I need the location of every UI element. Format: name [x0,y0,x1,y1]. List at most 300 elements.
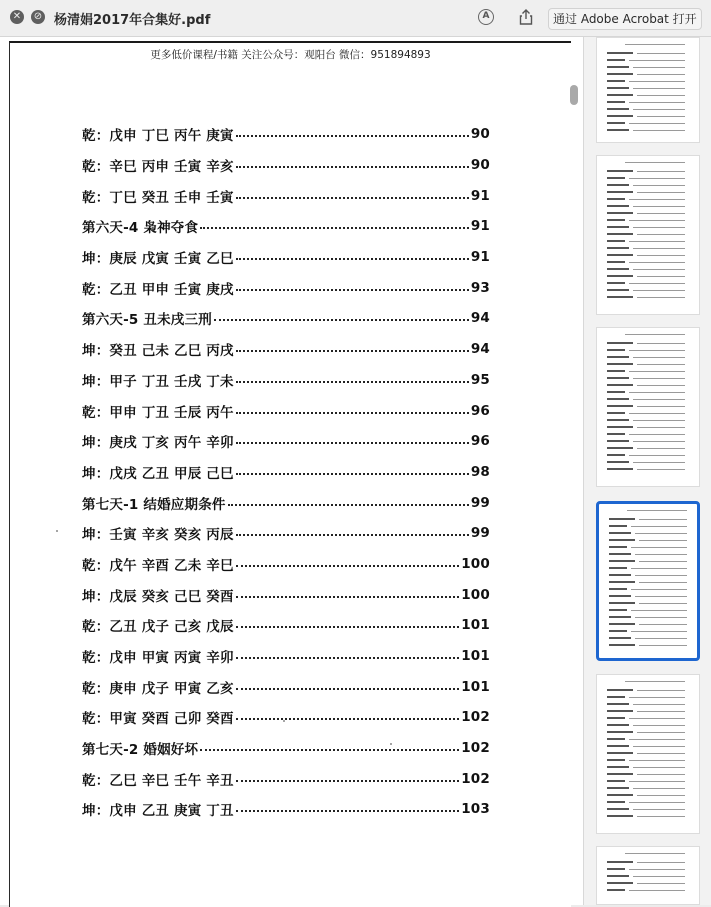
toc-entry[interactable] [82,119,490,150]
toc-entry[interactable] [82,334,490,365]
toc-leader-dots [236,780,460,782]
open-in-acrobat-button[interactable]: 通过 Adobe Acrobat 打开 [548,8,702,30]
thumbnail-line [625,853,685,854]
toc-entry-page: 94 [470,310,490,327]
toc-entry[interactable] [82,272,490,303]
toc-entry-label: 乾：甲寅 癸酉 己卯 癸酉 [82,711,234,728]
thumbnail-line [607,115,633,117]
thumbnail-line [609,546,627,548]
toc-entry[interactable] [82,457,490,488]
scan-speck [283,720,285,722]
thumbnail-line [607,52,633,54]
thumbnail-line [633,130,685,131]
close-icon[interactable]: ✕ [10,10,24,24]
thumbnail-line [633,88,685,89]
thumbnail-line [607,66,629,68]
thumbnail-line [633,441,685,442]
toc-leader-dots [236,596,460,598]
thumbnail-line [639,645,687,646]
toc-leader-dots [236,626,460,628]
thumbnail-line [637,364,685,365]
thumbnail-line [633,420,685,421]
thumbnail-line [609,539,635,541]
thumbnail-line [607,426,633,428]
thumbnail-line [633,357,685,358]
toc-leader-dots [236,657,460,659]
toc-entry[interactable] [82,702,490,733]
thumbnail-line [629,392,685,393]
thumbnail-line [607,703,629,705]
thumbnail-line [629,123,685,124]
page-thumbnail-selected[interactable] [596,501,700,661]
thumbnail-line [637,255,685,256]
toc-entry-page: 96 [470,433,490,450]
markup-icon[interactable]: A [478,9,494,25]
toc-entry-label: 坤：甲子 丁丑 壬戌 丁未 [82,373,234,390]
thumbnail-line [607,108,629,110]
thumbnail-line [607,233,633,235]
thumbnail-line [607,101,625,103]
toc-leader-dots [236,350,469,352]
thumbnail-line [607,377,629,379]
toc-leader-dots [236,718,460,720]
thumbnail-line [637,862,685,863]
thumbnail-line [607,815,633,817]
thumbnail-line [609,644,635,646]
thumbnail-line [607,184,629,186]
toc-entry[interactable] [82,365,490,396]
thumbnail-line [633,227,685,228]
thumbnail-line [609,560,635,562]
toc-leader-dots [200,749,459,751]
toc-entry[interactable] [82,549,490,580]
toc-entry[interactable] [82,303,490,334]
thumbnail-line [607,177,625,179]
thumbnail-line [637,448,685,449]
toc-entry[interactable] [82,641,490,672]
thumbnail-line [607,738,625,740]
toc-leader-dots [236,412,469,414]
toc-entry[interactable] [82,733,490,764]
table-of-contents [82,119,490,825]
toc-leader-dots [236,166,469,168]
toc-entry-page: 91 [470,249,490,266]
thumbnail-line [609,581,635,583]
toc-entry-label: 坤：庚辰 戊寅 壬寅 乙巳 [82,251,234,268]
toc-entry[interactable] [82,180,490,211]
thumbnail-line [629,413,685,414]
toc-leader-dots [236,289,469,291]
thumbnail-line [607,752,633,754]
scrollbar-thumb[interactable] [570,85,578,105]
thumbnail-line [639,603,687,604]
thumbnail-line [607,240,625,242]
thumbnail-line [639,540,687,541]
toc-leader-dots [236,442,469,444]
page-thumbnail[interactable] [596,155,700,315]
toc-entry-page: 95 [470,371,490,388]
toc-leader-dots [214,319,469,321]
toc-entry[interactable] [82,610,490,641]
thumbnail-line [607,468,633,470]
thumbnail-line [637,883,685,884]
thumbnail-line [607,261,625,263]
thumbnail-line [635,638,687,639]
toc-entry-label: 第七天-1 结婚应期条件 [82,496,226,513]
toc-entry-label: 坤：戊辰 癸亥 己巳 癸酉 [82,588,234,605]
thumbnail-sidebar [583,37,711,905]
thumbnail-line [629,350,685,351]
thumbnail-line [609,602,635,604]
thumbnail-line [607,254,633,256]
page-thumbnail[interactable] [596,327,700,487]
toc-entry[interactable] [82,794,490,825]
scan-speck [56,530,58,532]
document-view[interactable] [0,37,583,905]
thumbnail-line [607,696,625,698]
thumbnail-line [607,212,633,214]
toc-entry-label: 乾：乙丑 戊子 己亥 戊辰 [82,619,234,636]
thumbnail-line [637,469,685,470]
thumbnail-line [607,275,633,277]
title-bar [0,0,711,37]
thumbnail-line [637,53,685,54]
thumbnail-line [639,561,687,562]
thumbnail-line [633,248,685,249]
toc-entry-label: 坤：壬寅 辛亥 癸亥 丙辰 [82,527,234,544]
thumbnail-line [629,220,685,221]
thumbnail-line [637,343,685,344]
thumbnail-line [607,447,633,449]
thumbnail-line [607,433,625,435]
thumbnail-line [633,67,685,68]
toc-entry-page: 90 [470,126,490,143]
thumbnail-line [607,384,633,386]
thumbnail-line [633,269,685,270]
thumbnail-line [607,391,625,393]
thumbnail-line [633,462,685,463]
thumbnail-line [607,717,625,719]
thumbnail-line [607,219,625,221]
thumbnail-line [629,262,685,263]
toc-entry-label: 第六天-5 丑未戌三刑 [82,312,212,329]
thumbnail-line [609,532,631,534]
page-thumbnail[interactable] [596,37,700,143]
thumbnail-line [625,681,685,682]
sidebar-toggle-icon[interactable]: ⊘ [31,10,45,24]
toc-entry[interactable] [82,242,490,273]
toc-entry-label: 坤：庚戌 丁亥 丙午 辛卯 [82,435,234,452]
thumbnail-line [607,191,633,193]
thumbnail-line [607,122,625,124]
toc-entry-label: 乾：乙丑 甲申 壬寅 庚戌 [82,281,234,298]
thumbnail-line [633,206,685,207]
toc-entry-label: 坤：戊申 乙丑 庚寅 丁丑 [82,803,234,820]
toc-entry-label: 乾：丁巳 癸丑 壬申 壬寅 [82,189,234,206]
thumbnail-line [629,60,685,61]
thumbnail-line [607,349,625,351]
thumbnail-line [607,282,625,284]
page-thumbnail[interactable] [596,674,700,834]
thumbnail-line [607,205,629,207]
page-thumbnail[interactable] [596,846,700,905]
thumbnail-line [607,226,629,228]
thumbnail-line [609,609,627,611]
toc-entry-page: 94 [470,341,490,358]
thumbnail-line [631,589,687,590]
thumbnail-line [607,773,633,775]
thumbnail-line [637,711,685,712]
toc-entry-label: 乾：庚申 戊子 甲寅 乙亥 [82,680,234,697]
thumbnail-line [607,461,629,463]
thumbnail-line [637,732,685,733]
toc-leader-dots [200,227,469,229]
thumbnail-line [609,574,631,576]
thumbnail-line [639,519,687,520]
thumbnail-line [637,171,685,172]
thumbnail-line [633,809,685,810]
thumbnail-line [607,170,633,172]
thumbnail-line [635,575,687,576]
thumbnail-line [629,869,685,870]
thumbnail-line [609,595,631,597]
toc-entry-page: 91 [470,187,490,204]
thumbnail-line [607,724,629,726]
thumbnail-line [629,102,685,103]
thumbnail-line [609,553,631,555]
thumbnail-line [631,526,687,527]
thumbnail-line [631,610,687,611]
thumbnail-line [637,213,685,214]
thumbnail-line [639,624,687,625]
thumbnail-line [633,788,685,789]
thumbnail-line [633,876,685,877]
thumbnail-line [635,596,687,597]
thumbnail-line [633,185,685,186]
toc-leader-dots [236,810,460,812]
thumbnail-line [635,554,687,555]
toc-entry-page: 90 [470,157,490,174]
thumbnail-line [633,746,685,747]
pdf-page [9,41,571,907]
thumbnail-line [629,283,685,284]
thumbnail-line [607,73,633,75]
thumbnail-line [629,455,685,456]
thumbnail-line [607,745,629,747]
thumbnail-line [607,759,625,761]
thumbnail-line [607,289,629,291]
thumbnail-line [607,801,625,803]
thumbnail-line [633,704,685,705]
toc-entry-page: 102 [461,709,490,726]
thumbnail-line [607,882,633,884]
thumbnail-line [607,710,633,712]
thumbnail-line [607,247,629,249]
toc-entry-page: 100 [461,586,490,603]
toc-entry-label: 坤：癸丑 己未 乙巳 丙戌 [82,343,234,360]
thumbnail-line [633,290,685,291]
thumbnail-line [633,109,685,110]
thumbnail-line [607,405,633,407]
thumbnail-line [607,787,629,789]
thumbnail-line [629,697,685,698]
toc-entry-label: 乾：辛巳 丙申 壬寅 辛亥 [82,159,234,176]
toc-leader-dots [236,135,469,137]
toc-entry-label: 乾：戊申 甲寅 丙寅 辛卯 [82,650,234,667]
toc-entry[interactable] [82,211,490,242]
thumbnail-line [625,162,685,163]
thumbnail-line [637,192,685,193]
thumbnail-line [625,334,685,335]
thumbnail-line [629,739,685,740]
thumbnail-line [607,80,625,82]
thumbnail-line [629,890,685,891]
share-icon[interactable] [517,8,535,26]
thumbnail-line [627,510,687,511]
thumbnail-line [633,725,685,726]
thumbnail-line [607,198,625,200]
page-header: 更多低价课程/书籍 关注公众号：观阳台 微信：951894893 [150,49,431,61]
thumbnail-line [607,356,629,358]
thumbnail-line [607,780,625,782]
thumbnail-line [633,399,685,400]
thumbnail-line [633,378,685,379]
thumbnail-line [635,617,687,618]
toc-leader-dots [236,258,469,260]
toc-leader-dots [236,473,469,475]
thumbnail-line [607,419,629,421]
toc-entry[interactable] [82,395,490,426]
thumbnail-line [637,816,685,817]
toc-entry-page: 100 [461,555,490,572]
thumbnail-line [631,631,687,632]
thumbnail-line [637,234,685,235]
toc-entry[interactable] [82,763,490,794]
thumbnail-line [629,781,685,782]
toc-entry-page: 101 [461,648,490,665]
toc-entry-label: 第六天-4 枭神夺食 [82,220,199,237]
thumbnail-line [607,412,625,414]
toc-entry[interactable] [82,671,490,702]
window-title: 杨清娟2017年合集好.pdf [54,13,211,28]
thumbnail-line [607,861,633,863]
thumbnail-line [637,116,685,117]
thumbnail-line [629,199,685,200]
thumbnail-line [637,406,685,407]
toc-entry-page: 91 [470,218,490,235]
thumbnail-line [607,868,625,870]
thumbnail-line [609,637,631,639]
thumbnail-line [609,623,635,625]
thumbnail-line [609,518,635,520]
thumbnail-line [629,371,685,372]
thumbnail-line [629,434,685,435]
toc-entry-page: 102 [461,740,490,757]
thumbnail-line [625,44,685,45]
toc-entry-label: 乾：甲申 丁丑 壬辰 丙午 [82,404,234,421]
thumbnail-line [607,87,629,89]
toc-entry-page: 99 [470,525,490,542]
toc-entry-label: 乾：戊午 辛酉 乙未 辛巳 [82,557,234,574]
thumbnail-line [631,547,687,548]
thumbnail-line [637,297,685,298]
thumbnail-line [637,774,685,775]
thumbnail-line [607,363,633,365]
toc-entry[interactable] [82,150,490,181]
thumbnail-line [635,533,687,534]
toc-entry-page: 99 [470,494,490,511]
thumbnail-line [629,241,685,242]
toc-entry-page: 101 [461,678,490,695]
toc-entry-page: 101 [461,617,490,634]
thumbnail-line [637,690,685,691]
toc-entry[interactable] [82,426,490,457]
toc-entry-label: 乾：戊申 丁巳 丙午 庚寅 [82,128,234,145]
toc-entry[interactable] [82,579,490,610]
thumbnail-line [607,794,633,796]
thumbnail-line [607,268,629,270]
toc-leader-dots [236,197,469,199]
toc-entry-page: 102 [461,770,490,787]
thumbnail-line [609,588,627,590]
thumbnail-line [637,385,685,386]
toc-entry-label: 坤：戊戌 乙丑 甲辰 己巳 [82,465,234,482]
thumbnail-line [607,875,629,877]
toc-entry-label: 第七天-2 婚姻好坏 [82,742,199,759]
thumbnail-line [609,525,627,527]
thumbnail-line [607,889,625,891]
thumbnail-line [633,767,685,768]
thumbnail-line [607,342,633,344]
thumbnail-line [629,718,685,719]
scan-speck [390,743,392,745]
thumbnail-line [607,766,629,768]
toc-leader-dots [236,381,469,383]
toc-entry[interactable] [82,487,490,518]
thumbnail-line [607,440,629,442]
thumbnail-line [637,276,685,277]
thumbnail-line [607,129,629,131]
toc-entry-label: 乾：乙巳 辛巳 壬午 辛丑 [82,772,234,789]
thumbnail-line [629,802,685,803]
thumbnail-line [609,616,631,618]
thumbnail-line [607,689,633,691]
thumbnail-line [607,398,629,400]
thumbnail-line [607,731,633,733]
thumbnail-line [639,582,687,583]
thumbnail-line [607,296,633,298]
thumbnail-line [609,630,627,632]
thumbnail-line [629,178,685,179]
toc-leader-dots [236,534,469,536]
thumbnail-line [637,427,685,428]
thumbnail-line [637,74,685,75]
thumbnail-line [637,795,685,796]
thumbnail-line [607,94,633,96]
toc-leader-dots [228,504,469,506]
toc-leader-dots [236,565,460,567]
thumbnail-line [637,95,685,96]
thumbnail-line [637,753,685,754]
toc-entry[interactable] [82,518,490,549]
toc-entry-page: 98 [470,463,490,480]
toc-entry-page: 93 [470,279,490,296]
thumbnail-line [607,808,629,810]
toc-leader-dots [236,688,460,690]
toc-entry-page: 103 [461,801,490,818]
thumbnail-line [629,760,685,761]
thumbnail-line [609,567,627,569]
